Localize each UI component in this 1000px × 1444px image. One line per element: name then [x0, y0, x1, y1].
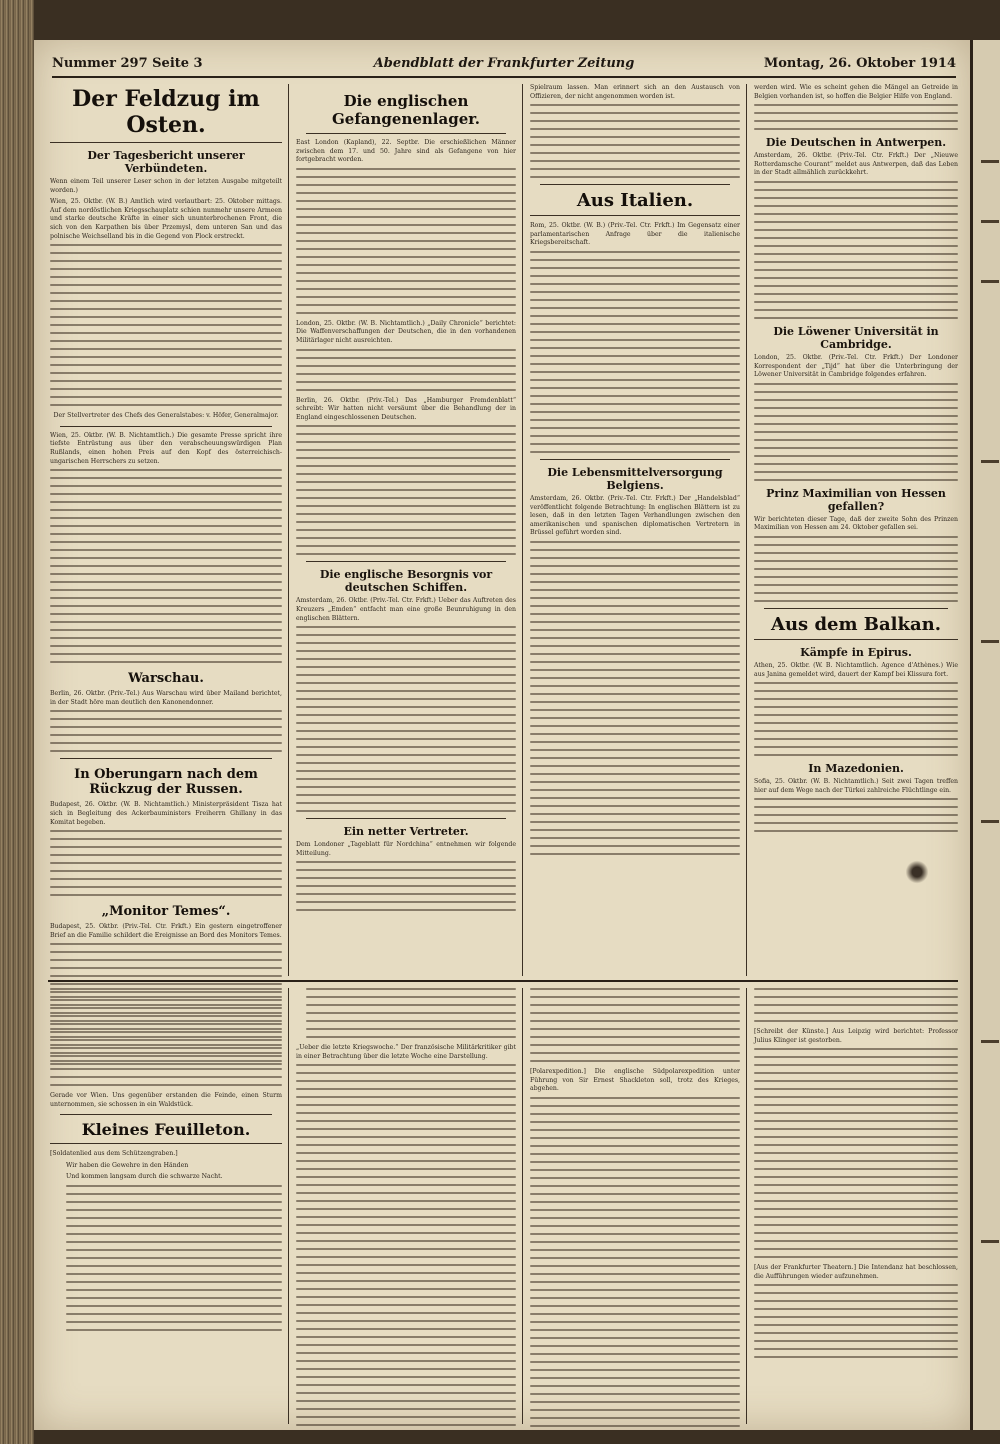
- newspaper-page: [34, 40, 970, 1430]
- subhead-allies-report: Der Tagesbericht unserer Verbündeten.: [87, 149, 245, 175]
- article-text: werden wird. Wie es scheint gehen die Mängel an Getreide in Belgien vorhanden ist, so hoffen die Belgier Hilfe von England.: [754, 84, 958, 100]
- masthead: [52, 54, 956, 78]
- subhead-prince-maximilian: Prinz Maximilian von Hessen gefallen?: [766, 486, 946, 513]
- article-text: Spielraum lassen. Man erinnert sich an den Austausch von Offizieren, der nicht angenommen worden ist.: [530, 84, 740, 100]
- headline-from-italy: Aus Italien.: [530, 190, 740, 216]
- section-warsaw: Warschau.: [128, 671, 204, 687]
- article-text: Budapest, 26. Oktbr. (W. B. Nichtamtlich.) Ministerpräsident Tisza hat sich in Begleitung des Ackerbauministers Freiherrn Ghillany in das Komitat begeben.: [50, 801, 282, 826]
- column-3: [530, 84, 740, 861]
- text-lines: [296, 1064, 516, 1430]
- article-text: Wien, 25. Oktbr. (W. B. Nichtamtlich.) Die gesamte Presse spricht ihre tiefste Entrüstung aus über den verabscheuungswürdigen Plan Rußlands, einen hohen Preis auf den Kopf des österreichisch-ungarischen Herrschers zu setzen.: [50, 431, 282, 465]
- headline-eastern-campaign: Der Feldzug im Osten.: [50, 86, 282, 143]
- subhead-macedonia: In Mazedonien.: [808, 762, 904, 776]
- issue-number: Nummer 297 Seite 3: [52, 56, 203, 71]
- adjacent-page-edge: [970, 40, 1000, 1430]
- section-upper-hungary: In Oberungarn nach dem Rückzug der Russen.: [74, 767, 258, 798]
- subhead-belgium-food-supply: Die Lebensmittelversorgung Belgiens.: [547, 465, 723, 492]
- text-lines: [754, 1048, 958, 1258]
- text-lines: [296, 425, 516, 555]
- text-lines: [50, 1185, 282, 1331]
- article-text: Amsterdam, 26. Oktbr. (Priv.-Tel. Ctr. Frkft.) Der „Handelsblad“ veröffentlicht folgende Betrachtung: In englischen Blättern ist zu lesen, daß in den letzten Tagen Verhandlungen zwischen den amerikanischen und spanischen diplomatischen Vertretern in Brüssel geführt worden sind.: [530, 494, 740, 537]
- section-separator: [48, 980, 958, 982]
- text-lines: [530, 541, 740, 855]
- text-lines: [296, 168, 516, 314]
- article-lead: Wenn einem Teil unserer Leser schon in der letzten Ausgabe mitgeteilt worden.): [50, 178, 282, 194]
- column-2: [296, 84, 516, 917]
- text-lines: [754, 181, 958, 319]
- text-lines: [50, 469, 282, 663]
- article-text: Dem Londoner „Tageblatt für Nordchina“ entnehmen wir folgende Mitteilung.: [296, 841, 516, 857]
- paper-title: Abendblatt der Frankfurter Zeitung: [373, 56, 635, 71]
- poem-title: [Soldatenlied aus dem Schützengraben.]: [50, 1150, 178, 1158]
- text-lines: [296, 349, 516, 391]
- column-divider: [746, 84, 747, 976]
- subhead-english-concern: Die englische Besorgnis vor deutschen Schiffen.: [319, 568, 493, 595]
- text-lines: [296, 861, 516, 911]
- text-lines: [530, 251, 740, 453]
- headline-feuilleton: Kleines Feuilleton.: [50, 1120, 282, 1144]
- text-lines: [754, 682, 958, 756]
- column-divider: [522, 988, 523, 1424]
- article-text: Sofia, 25. Oktbr. (W. B. Nichtamtlich.) Seit zwei Tagen treffen hier auf dem Wege nach der Türkei zahlreiche Flüchtlinge ein.: [754, 778, 958, 794]
- article-text: East London (Kapland), 22. Septbr. Die erschießlichen Männer zwischen dem 17. und 50. Jahre sind als Gefangene von hier fortgebracht worden.: [296, 139, 516, 164]
- text-lines: [296, 988, 516, 1038]
- text-lines: [50, 244, 282, 406]
- article-text: Berlin, 26. Oktbr. (Priv.-Tel.) Das „Hamburger Fremdenblatt“ schreibt: Wir hatten nicht versäumt über die Behandlung der in England eingeschlossenen Deutschen.: [296, 396, 516, 421]
- article-text: [Polarexpedition.] Die englische Südpolarexpedition unter Führung von Sir Ernest Shackleton soll, trotz des Krieges, abgehen.: [530, 1068, 740, 1093]
- lower-column-4: [754, 988, 958, 1364]
- text-lines: [530, 988, 740, 1062]
- text-lines: [754, 1284, 958, 1358]
- article-text: „Ueber die letzte Kriegswoche.“ Der französische Militärkritiker gibt in einer Betrachtung über die letzte Woche eine Darstellung.: [296, 1044, 516, 1060]
- headline-english-camps: Die englischen Gefangenenlager.: [331, 92, 480, 128]
- article-text: [Schreibt der Künste.] Aus Leipzig wird berichtet: Professor Julius Klinger ist gestorben.: [754, 1028, 958, 1044]
- section-monitor-temes: „Monitor Temes“.: [101, 904, 231, 920]
- signature-line: Der Stellvertreter des Chefs des Generalstabes: v. Höfer, Generalmajor.: [53, 412, 279, 420]
- article-text: Athen, 25. Oktbr. (W. B. Nichtamtlich. Agence d'Athènes.) Wie aus Janina gemeldet wird, dauert der Kampf bei Klissura fort.: [754, 661, 958, 678]
- text-lines: [50, 988, 282, 1086]
- article-text: Amsterdam, 26. Oktbr. (Priv.-Tel. Ctr. Frkft.) Ueber das Auftreten des Kreuzers „Emden“ entfacht man eine große Beunruhigung in den englischen Blättern.: [296, 597, 516, 622]
- article-text: London, 25. Oktbr. (W. B. Nichtamtlich.) „Daily Chronicle“ berichtet: Die Waffenverschaffungen der Deutschen, die in den vorhandenen Militärlager nicht ausreichten.: [296, 319, 516, 344]
- poem-line: Wir haben die Gewehre in den Händen: [66, 1161, 189, 1169]
- subhead-epirus-fights: Kämpfe in Epirus.: [800, 645, 912, 659]
- article-text: [Aus der Frankfurter Theatern.] Die Intendanz hat beschlossen, die Aufführungen wieder aufzunehmen.: [754, 1264, 958, 1280]
- text-lines: [754, 988, 958, 1022]
- subhead-louvain-university: Die Löwener Universität in Cambridge.: [773, 324, 939, 351]
- column-divider: [746, 988, 747, 1424]
- article-text: Berlin, 26. Oktbr. (Priv.-Tel.) Aus Warschau wird über Mailand berichtet, in der Stadt höre man deutlich den Kanonendonner.: [50, 690, 282, 706]
- text-lines: [296, 626, 516, 812]
- text-lines: [754, 383, 958, 481]
- subhead-nice-representative: Ein netter Vertreter.: [343, 825, 469, 839]
- column-divider: [288, 988, 289, 1424]
- column-divider: [288, 84, 289, 976]
- text-lines: [754, 104, 958, 130]
- article-text: London, 25. Oktbr. (Priv.-Tel. Ctr. Frkft.) Der Londoner Korrespondent der „Tijd“ hat über die Unterbringung der Löwener Universität in Cambridge folgendes erfahren.: [754, 353, 958, 379]
- article-text: Wien, 25. Oktbr. (W. B.) Amtlich wird verlautbart: 25. Oktober mittags. Auf dem nordöstlichen Kriegsschauplatz schien nunmehr unsere Armeen und starke deutsche Kräfte in einer sich ununterbrochenen Front, die sich von den Karpathen bis über Przemysl, dem unteren San und das polnische Weichselland bis in die Gegend von Plock erstreckt.: [50, 198, 282, 240]
- text-lines: [754, 536, 958, 602]
- article-text: Amsterdam, 26. Oktbr. (Priv.-Tel. Ctr. Frkft.) Der „Nieuwe Rotterdamsche Courant“ meldet aus Antwerpen, daß das Leben in der Stadt allmählich zurückkehrt.: [754, 152, 958, 177]
- lower-column-1: [50, 988, 282, 1337]
- poem-line: Und kommen langsam durch die schwarze Nacht.: [66, 1173, 223, 1181]
- text-lines: [530, 1097, 740, 1430]
- text-lines: [530, 104, 740, 178]
- headline-from-balkans: Aus dem Balkan.: [754, 614, 958, 640]
- lower-column-2: [296, 988, 516, 1430]
- lower-column-3: [530, 988, 740, 1430]
- text-lines: [754, 798, 958, 832]
- issue-date: Montag, 26. Oktober 1914: [763, 56, 956, 71]
- book-binding-edge: [0, 0, 34, 1444]
- article-text: Rom, 25. Oktbr. (W. B.) (Priv.-Tel. Ctr. Frkft.) Im Gegensatz einer parlamentarischen Anfrage über die italienische Kriegsbereitschaft.: [530, 222, 740, 247]
- article-text: Budapest, 25. Oktbr. (Priv.-Tel. Ctr. Frkft.) Ein gestern eingetroffener Brief an die Familie schildert die Ereignisse an Bord des Monitors Temes.: [50, 923, 282, 939]
- column-1: [50, 84, 282, 1071]
- subhead-germans-antwerp: Die Deutschen in Antwerpen.: [765, 136, 947, 150]
- paper-blemish: [906, 860, 928, 884]
- article-text: Gerade vor Wien. Uns gegenüber erstanden die Feinde, einen Sturm unternommen, sie schossen in ein Waldstück.: [50, 1092, 282, 1108]
- text-lines: [50, 710, 282, 752]
- column-4: [754, 84, 958, 838]
- article-text: Wir berichteten dieser Tage, daß der zweite Sohn des Prinzen Maximilian von Hessen am 24. Oktober gefallen sei.: [754, 515, 958, 532]
- text-lines: [50, 830, 282, 896]
- column-divider: [522, 84, 523, 976]
